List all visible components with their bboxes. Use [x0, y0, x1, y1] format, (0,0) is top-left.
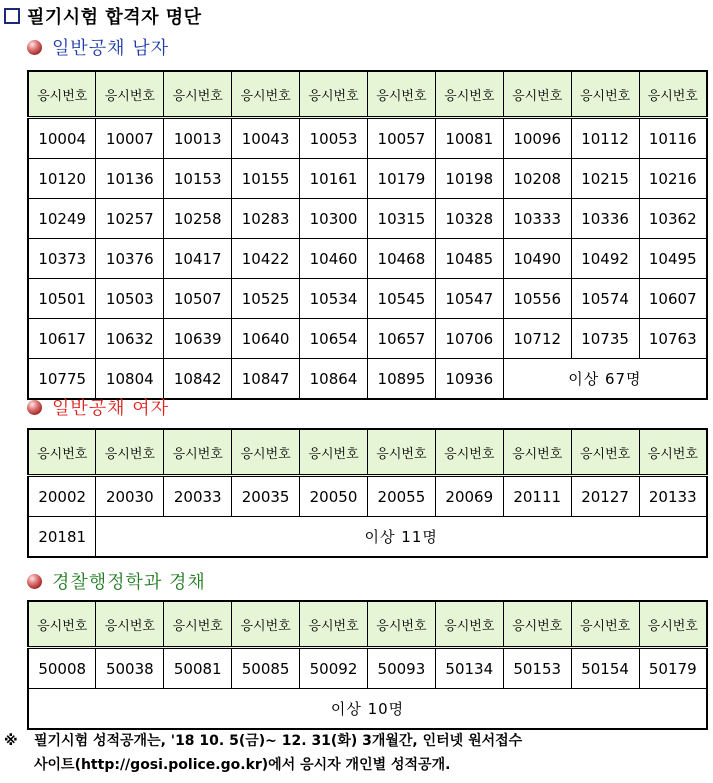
column-header: 응시번호 — [96, 429, 164, 476]
page-title-row — [4, 3, 202, 29]
exam-number-cell: 50179 — [639, 648, 707, 689]
note-line-1: 필기시험 성적공개는, '18 10. 5(금)~ 12. 31(화) 3개월간, 인터넷 원서접수 — [34, 733, 523, 749]
exam-number-cell: 10096 — [503, 118, 571, 159]
exam-number-cell: 10053 — [300, 118, 368, 159]
summary-row — [28, 689, 707, 730]
male-results-table — [27, 70, 708, 400]
header-row — [28, 71, 707, 118]
exam-number-cell: 10507 — [164, 279, 232, 319]
exam-number-cell: 10501 — [28, 279, 96, 319]
exam-number-cell: 10864 — [300, 359, 368, 400]
exam-number-cell: 20111 — [503, 476, 571, 517]
exam-number-cell: 10373 — [28, 239, 96, 279]
square-bullet-icon — [4, 8, 20, 24]
exam-number-cell: 20055 — [367, 476, 435, 517]
table-row — [28, 239, 707, 279]
column-header: 응시번호 — [96, 71, 164, 118]
exam-number-cell: 10081 — [435, 118, 503, 159]
police-admin-results-table — [27, 600, 708, 730]
exam-number-cell: 20002 — [28, 476, 96, 517]
exam-number-cell: 10735 — [571, 319, 639, 359]
column-header: 응시번호 — [232, 601, 300, 648]
column-header: 응시번호 — [435, 71, 503, 118]
exam-number-cell: 10712 — [503, 319, 571, 359]
column-header: 응시번호 — [571, 601, 639, 648]
column-header: 응시번호 — [367, 71, 435, 118]
exam-number-cell: 10545 — [367, 279, 435, 319]
exam-number-cell: 10283 — [232, 199, 300, 239]
column-header: 응시번호 — [367, 429, 435, 476]
exam-number-cell: 50154 — [571, 648, 639, 689]
exam-number-cell: 10607 — [639, 279, 707, 319]
exam-number-cell: 20133 — [639, 476, 707, 517]
exam-number-cell: 20035 — [232, 476, 300, 517]
exam-number-cell: 10315 — [367, 199, 435, 239]
exam-number-cell: 10043 — [232, 118, 300, 159]
header-row — [28, 601, 707, 648]
exam-number-cell: 10468 — [367, 239, 435, 279]
section-title: 일반공채 여자 — [52, 398, 170, 419]
exam-number-cell: 10208 — [503, 159, 571, 199]
exam-number-cell: 10460 — [300, 239, 368, 279]
exam-number-cell: 10116 — [639, 118, 707, 159]
exam-number-cell: 10640 — [232, 319, 300, 359]
table-row — [28, 319, 707, 359]
section-title: 경찰행정학과 경채 — [52, 572, 206, 593]
column-header: 응시번호 — [164, 429, 232, 476]
exam-number-cell: 10617 — [28, 319, 96, 359]
exam-number-cell: 50153 — [503, 648, 571, 689]
column-header: 응시번호 — [639, 429, 707, 476]
female-results-table — [27, 428, 708, 558]
exam-number-cell: 10376 — [96, 239, 164, 279]
exam-number-cell: 20069 — [435, 476, 503, 517]
exam-number-cell: 10161 — [300, 159, 368, 199]
column-header: 응시번호 — [503, 601, 571, 648]
exam-number-cell: 10574 — [571, 279, 639, 319]
exam-number-cell: 10763 — [639, 319, 707, 359]
exam-number-cell: 10936 — [435, 359, 503, 400]
exam-number-cell: 20181 — [28, 517, 96, 558]
summary-cell: 이상 11명 — [96, 517, 707, 558]
exam-number-cell: 50092 — [300, 648, 368, 689]
section-header-female — [27, 394, 169, 420]
ball-bullet-icon — [27, 574, 42, 589]
exam-number-cell: 10120 — [28, 159, 96, 199]
exam-number-cell: 10215 — [571, 159, 639, 199]
exam-number-cell: 10216 — [639, 159, 707, 199]
exam-number-cell: 50038 — [96, 648, 164, 689]
ball-bullet-icon — [27, 40, 42, 55]
column-header: 응시번호 — [367, 601, 435, 648]
exam-number-cell: 10417 — [164, 239, 232, 279]
exam-number-cell: 10490 — [503, 239, 571, 279]
exam-number-cell: 50081 — [164, 648, 232, 689]
exam-number-cell: 10333 — [503, 199, 571, 239]
exam-number-cell: 50008 — [28, 648, 96, 689]
exam-number-cell: 10639 — [164, 319, 232, 359]
exam-number-cell: 10007 — [96, 118, 164, 159]
column-header: 응시번호 — [232, 71, 300, 118]
summary-cell: 이상 10명 — [28, 689, 707, 730]
note-line-2: 사이트(http://gosi.police.go.kr)에서 응시자 개인별 성적공개. — [34, 757, 451, 773]
column-header: 응시번호 — [571, 429, 639, 476]
exam-number-cell: 10556 — [503, 279, 571, 319]
column-header: 응시번호 — [639, 601, 707, 648]
exam-number-cell: 10198 — [435, 159, 503, 199]
footnote — [4, 729, 709, 777]
exam-number-cell: 10632 — [96, 319, 164, 359]
ball-bullet-icon — [27, 400, 42, 415]
exam-number-cell: 20050 — [300, 476, 368, 517]
exam-number-cell: 20127 — [571, 476, 639, 517]
column-header: 응시번호 — [232, 429, 300, 476]
table-row — [28, 118, 707, 159]
exam-number-cell: 10706 — [435, 319, 503, 359]
exam-number-cell: 10057 — [367, 118, 435, 159]
column-header: 응시번호 — [300, 429, 368, 476]
column-header: 응시번호 — [28, 601, 96, 648]
exam-number-cell: 10895 — [367, 359, 435, 400]
table-row — [28, 279, 707, 319]
column-header: 응시번호 — [503, 429, 571, 476]
column-header: 응시번호 — [28, 429, 96, 476]
exam-number-cell: 20030 — [96, 476, 164, 517]
exam-number-cell: 10495 — [639, 239, 707, 279]
table-row — [28, 648, 707, 689]
table-row — [28, 159, 707, 199]
exam-number-cell: 10258 — [164, 199, 232, 239]
exam-number-cell: 10847 — [232, 359, 300, 400]
exam-number-cell: 10013 — [164, 118, 232, 159]
exam-number-cell: 10336 — [571, 199, 639, 239]
exam-number-cell: 50134 — [435, 648, 503, 689]
summary-cell: 이상 67명 — [503, 359, 707, 400]
table-row — [28, 517, 707, 558]
exam-number-cell: 10654 — [300, 319, 368, 359]
column-header: 응시번호 — [164, 601, 232, 648]
section-title: 일반공채 남자 — [52, 38, 170, 59]
exam-number-cell: 10804 — [96, 359, 164, 400]
exam-number-cell: 10492 — [571, 239, 639, 279]
table-row — [28, 199, 707, 239]
column-header: 응시번호 — [503, 71, 571, 118]
exam-number-cell: 10328 — [435, 199, 503, 239]
page-title: 필기시험 합격자 명단 — [27, 7, 202, 28]
exam-number-cell: 10257 — [96, 199, 164, 239]
exam-number-cell: 10657 — [367, 319, 435, 359]
exam-number-cell: 10775 — [28, 359, 96, 400]
column-header: 응시번호 — [571, 71, 639, 118]
exam-number-cell: 10300 — [300, 199, 368, 239]
exam-number-cell: 10249 — [28, 199, 96, 239]
exam-number-cell: 10136 — [96, 159, 164, 199]
exam-number-cell: 10547 — [435, 279, 503, 319]
column-header: 응시번호 — [435, 429, 503, 476]
exam-number-cell: 10179 — [367, 159, 435, 199]
section-header-male — [27, 34, 169, 60]
column-header: 응시번호 — [300, 601, 368, 648]
exam-number-cell: 50093 — [367, 648, 435, 689]
note-mark: ※ — [4, 733, 18, 749]
table-row — [28, 359, 707, 400]
column-header: 응시번호 — [300, 71, 368, 118]
column-header: 응시번호 — [96, 601, 164, 648]
section-header-police-admin — [27, 568, 206, 594]
exam-number-cell: 10153 — [164, 159, 232, 199]
exam-number-cell: 10534 — [300, 279, 368, 319]
column-header: 응시번호 — [435, 601, 503, 648]
table-row — [28, 476, 707, 517]
exam-number-cell: 10422 — [232, 239, 300, 279]
column-header: 응시번호 — [164, 71, 232, 118]
exam-number-cell: 10362 — [639, 199, 707, 239]
column-header: 응시번호 — [639, 71, 707, 118]
exam-number-cell: 10503 — [96, 279, 164, 319]
column-header: 응시번호 — [28, 71, 96, 118]
exam-number-cell: 10155 — [232, 159, 300, 199]
exam-number-cell: 10525 — [232, 279, 300, 319]
exam-number-cell: 10842 — [164, 359, 232, 400]
exam-number-cell: 10112 — [571, 118, 639, 159]
exam-number-cell: 10485 — [435, 239, 503, 279]
exam-number-cell: 20033 — [164, 476, 232, 517]
exam-number-cell: 10004 — [28, 118, 96, 159]
header-row — [28, 429, 707, 476]
exam-number-cell: 50085 — [232, 648, 300, 689]
